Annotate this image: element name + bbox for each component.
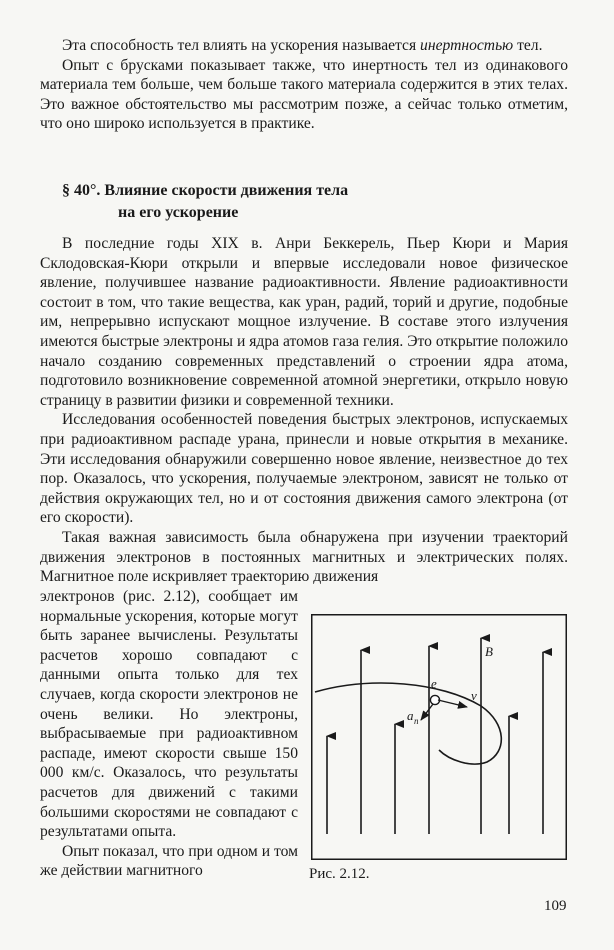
section-title-line1: Влияние скорости движения тела <box>104 182 349 199</box>
label-an-subscript: n <box>414 716 419 726</box>
label-v: v <box>471 688 477 703</box>
section-title-line2: на его ускорение <box>118 204 239 221</box>
trajectory-paragraph-continued: электронов (рис. 2.12), сообщает им нормальные ускорения, которые могут быть заранее вычислены. Результаты расчетов хорошо совпадают с данными опыта только для тех случаев, когда скорости электронов не очень велики. Но электроны, выбрасываемые при радиоактивном распаде, имеют скорости свыше 150 000 км/с. Оказалось, что результаты расчетов для движений с такими большими скоростями не совпадают с результатами опыта. <box>40 588 298 841</box>
bars-experiment-paragraph: Опыт с брусками показывает также, что инертность тел из одинакового материала тем больше, чем больше такого материала содержится в этих телах. Это важное обстоятельство мы рассмотрим позже, а сейчас только отметим, что оно широко используется в практике. <box>40 56 568 133</box>
section-number: § 40°. <box>62 182 101 199</box>
page-number: 109 <box>544 898 567 914</box>
inertness-paragraph <box>40 36 568 56</box>
label-b: B <box>485 644 493 659</box>
experiment-paragraph: Опыт показал, что при одном и том же действии магнитного <box>40 842 298 880</box>
figure-frame <box>312 615 567 860</box>
electron-research-paragraph: Исследования особенностей поведения быстрых электронов, испускаемых при радиоактивном распаде урана, принесли и новые открытия в механике. Эти исследования обнаружили совершенно новое явление, неизвестное до тех пор. Оказалось, что ускорения, получаемые электроном, зависят не только от действия окружающих тел, но и от состояния движения самого электрона (от его скорости). <box>40 411 568 527</box>
acceleration-arrow <box>421 704 433 720</box>
paragraph-text: тел. <box>513 37 543 54</box>
trajectory-paragraph: Такая важная зависимость была обнаружена при изучении траекторий движения электронов в постоянных магнитных и электрических полях. Магнитное поле искривляет траекторию движения <box>40 528 568 586</box>
radioactivity-paragraph: В последние годы XIX в. Анри Беккерель, Пьер Кюри и Мария Склодовская-Кюри открыли и впервые исследовали новое физическое явление, получившее название радиоактивности. Явление радиоактивности состоит в том, что такие вещества, как уран, радий, торий и другие, подобные им, непрерывно испускают мощное излучение. В составе этого излучения имеются быстрые электроны и ядра атомов газа гелия. Это открытие положило начало созданию современных представлений о строении ядра атома, подготовило возникновение современной атомной энергетики, открыло новую страницу в развитии физики и современной техники. <box>40 235 568 409</box>
figure-2-12 <box>311 614 567 860</box>
main-block <box>40 234 568 587</box>
velocity-arrow <box>438 700 467 707</box>
figure-caption: Рис. 2.12. <box>309 866 370 882</box>
section-heading <box>62 180 348 224</box>
italic-term: инертностью <box>420 37 514 54</box>
paragraph-text: Эта способность тел влиять на ускорения называется <box>62 37 421 54</box>
label-an: a <box>407 708 414 723</box>
intro-block <box>40 36 568 134</box>
label-e: e <box>431 676 437 691</box>
narrow-column <box>40 587 298 881</box>
